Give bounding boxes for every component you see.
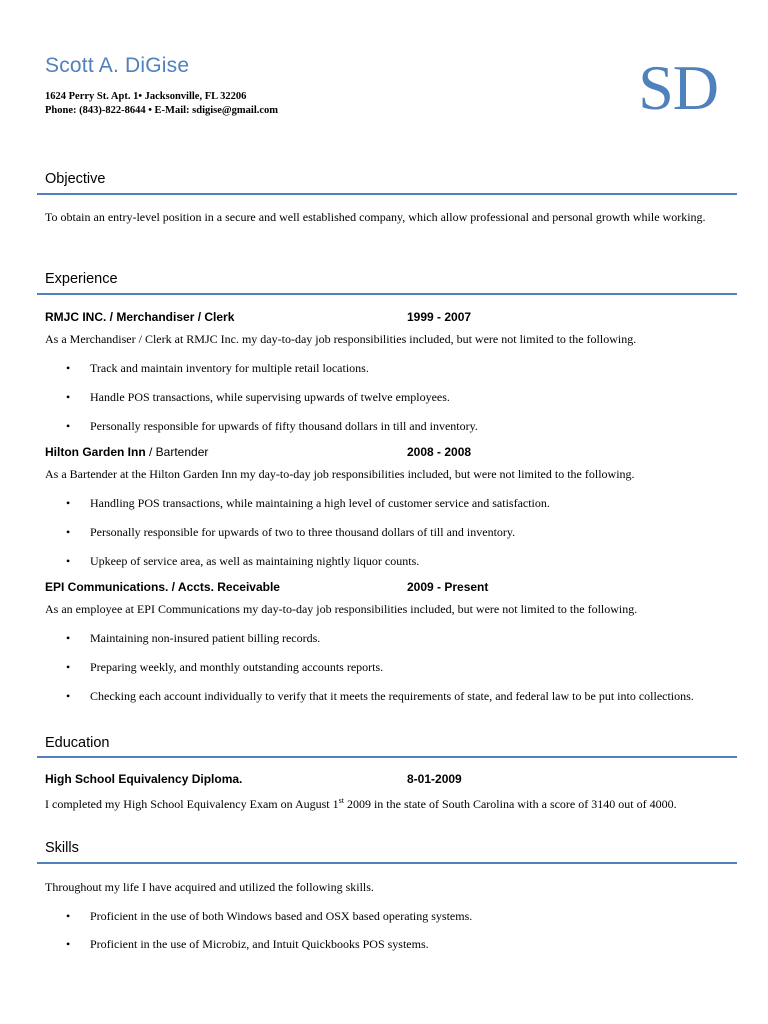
education-text: I completed my High School Equivalency Exam on August 1st 2009 in the state of South Carolina with a score of 3140 out of 4000. (45, 796, 677, 811)
skills-heading: Skills (45, 840, 79, 856)
bullet-icon: • (66, 496, 71, 510)
resume-page: Scott A. DiGise 1624 Perry St. Apt. 1• Jacksonville, FL 32206 Phone: (843)-822-8644 • E-Mail: sdigise@gmail.com SD Objective To obtain an entry-level position in a secure and well established company, which allow professional and personal growth while working. Experience RMJC INC. / Merchandiser / Clerk 1999 - 2007 As a Merchandiser / Clerk at RMJC Inc. my day-to-day job responsibilities included, but were not limited to the following. • Track and maintain inventory for multiple retail locations. • Handle POS transactions, while supervising upwards of twelve employees. • Personally responsible for upwards of fifty thousand dollars in till and inventory. Hilton Garden Inn / Bartender 2008 - 2008 As a Bartender at the Hilton Garden Inn my day-to-day job responsibilities included, but were not limited to the following. • Handling POS transactions, while maintaining a high level of customer service and satisfaction. • Personally responsible for upwards of two to three thousand dollars of till and inventory. • Upkeep of service area, as well as maintaining nightly liquor counts. EPI Communications. / Accts. Receivable 2009 - Present As an employee at EPI Communications my day-to-day job responsibilities included, but were not limited to the following. • Maintaining non-insured patient billing records. • Preparing weekly, and monthly outstanding accounts reports. • Checking each account individually to verify that it meets the requirements of state, and federal law to be put into collections. Education High School Equivalency Diploma. 8-01-2009 I completed my High School Equivalency Exam on August 1st 2009 in the state of South Carolina with a score of 3140 out of 4000. Skills Throughout my life I have acquired and utilized the following skills. • Proficient in the use of both Windows based and OSX based operating systems. • Proficient in the use of Microbiz, and Intuit Quickbooks POS systems. (0, 0, 768, 1024)
bullet-icon: • (66, 909, 71, 923)
bullet-icon: • (66, 660, 71, 674)
contact-block (45, 90, 278, 118)
experience-heading: Experience (45, 271, 118, 287)
job-summary-hilton: As a Bartender at the Hilton Garden Inn my day-to-day job responsibilities included, but were not limited to the following. (45, 467, 635, 481)
candidate-name: Scott A. DiGise (45, 54, 190, 77)
job-title-rmjc: RMJC INC. / Merchandiser / Clerk (45, 310, 235, 324)
bullet-icon: • (66, 937, 71, 951)
bullet-icon: • (66, 554, 71, 568)
bullet-icon: • (66, 390, 71, 404)
job-role-hilton: / Bartender (145, 445, 209, 459)
objective-heading: Objective (45, 171, 106, 187)
degree-date: 8-01-2009 (407, 772, 462, 786)
job-dates-rmjc: 1999 - 2007 (407, 310, 472, 324)
bullet-icon: • (66, 525, 71, 539)
bullet-icon: • (66, 631, 71, 645)
job-title-epi: EPI Communications. / Accts. Receivable (45, 580, 280, 594)
bullet-icon: • (66, 361, 71, 375)
education-heading: Education (45, 735, 110, 751)
phone-email-line: Phone: (843)-822-8644 • E-Mail: sdigise@gmail.com (45, 105, 279, 116)
bullet-icon: • (66, 689, 71, 703)
section-divider (37, 862, 737, 864)
job-summary-epi: As an employee at EPI Communications my day-to-day job responsibilities included, but were not limited to the following. (45, 602, 638, 616)
section-divider (37, 293, 737, 295)
bullet-icon: • (66, 419, 71, 433)
objective-text: To obtain an entry-level position in a secure and well established company, which allow professional and personal growth while working. (45, 210, 706, 224)
section-divider (37, 756, 737, 758)
address-line: 1624 Perry St. Apt. 1• Jacksonville, FL 32206 (45, 91, 247, 102)
job-dates-hilton: 2008 - 2008 (407, 445, 472, 459)
job-summary-rmjc: As a Merchandiser / Clerk at RMJC Inc. my day-to-day job responsibilities included, but were not limited to the following. (45, 332, 637, 346)
job-dates-epi: 2009 - Present (407, 580, 489, 594)
monogram-logo: SD (638, 52, 718, 123)
degree-title: High School Equivalency Diploma. (45, 772, 243, 786)
job-title-hilton: Hilton Garden Inn / Bartender (45, 445, 209, 459)
skills-intro: Throughout my life I have acquired and utilized the following skills. (45, 880, 374, 894)
section-divider (37, 193, 737, 195)
